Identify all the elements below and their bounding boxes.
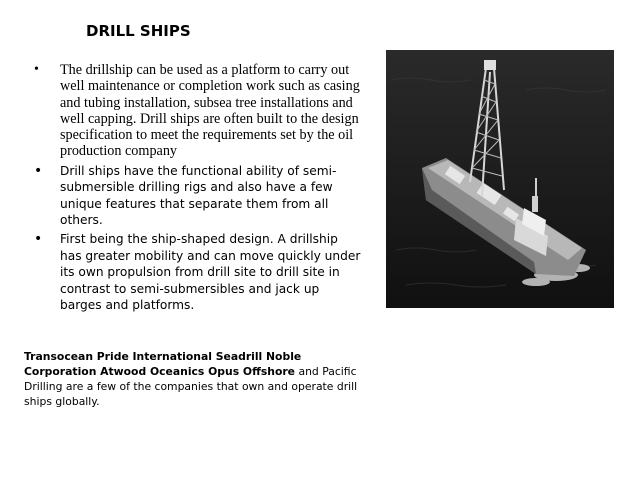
bullet-item [24,62,362,160]
companies-text: and Pacific Drilling are a few of the companies that own and operate drill ships globally. [24,365,358,408]
bullet-marker: • [34,231,43,248]
bullet-marker: • [34,62,39,77]
drillship-illustration [386,50,614,308]
drillship-photo [386,50,614,308]
company-names: Transocean Pride International Seadrill Noble Corporation Atwood Oceanics Opus Offshore [24,350,302,378]
crown-block [484,60,496,70]
bullet-text: First being the ship-shaped design. A drillship has greater mobility and can move quickly under its own propulsion from drill site to drill site in contrast to semi-submersibles and jack up barges and platforms. [60,232,361,313]
bullet-text: Drill ships have the functional ability of semi-submersible drilling rigs and also have a few unique features that separate them from all others. [60,163,337,227]
slide-title: DRILL SHIPS [86,22,191,40]
bullet-item [24,163,362,229]
bullet-text: The drillship can be used as a platform to carry out well maintenance or completion work such as casing and tubing installation, subsea tree installations and well capping. Drill ships are often built to the design specification to meet the requirements set by the oil production company [60,62,360,160]
bullet-list [24,62,362,316]
bullet-marker: • [34,162,43,179]
bullet-item [24,231,362,313]
companies-paragraph [24,349,364,409]
